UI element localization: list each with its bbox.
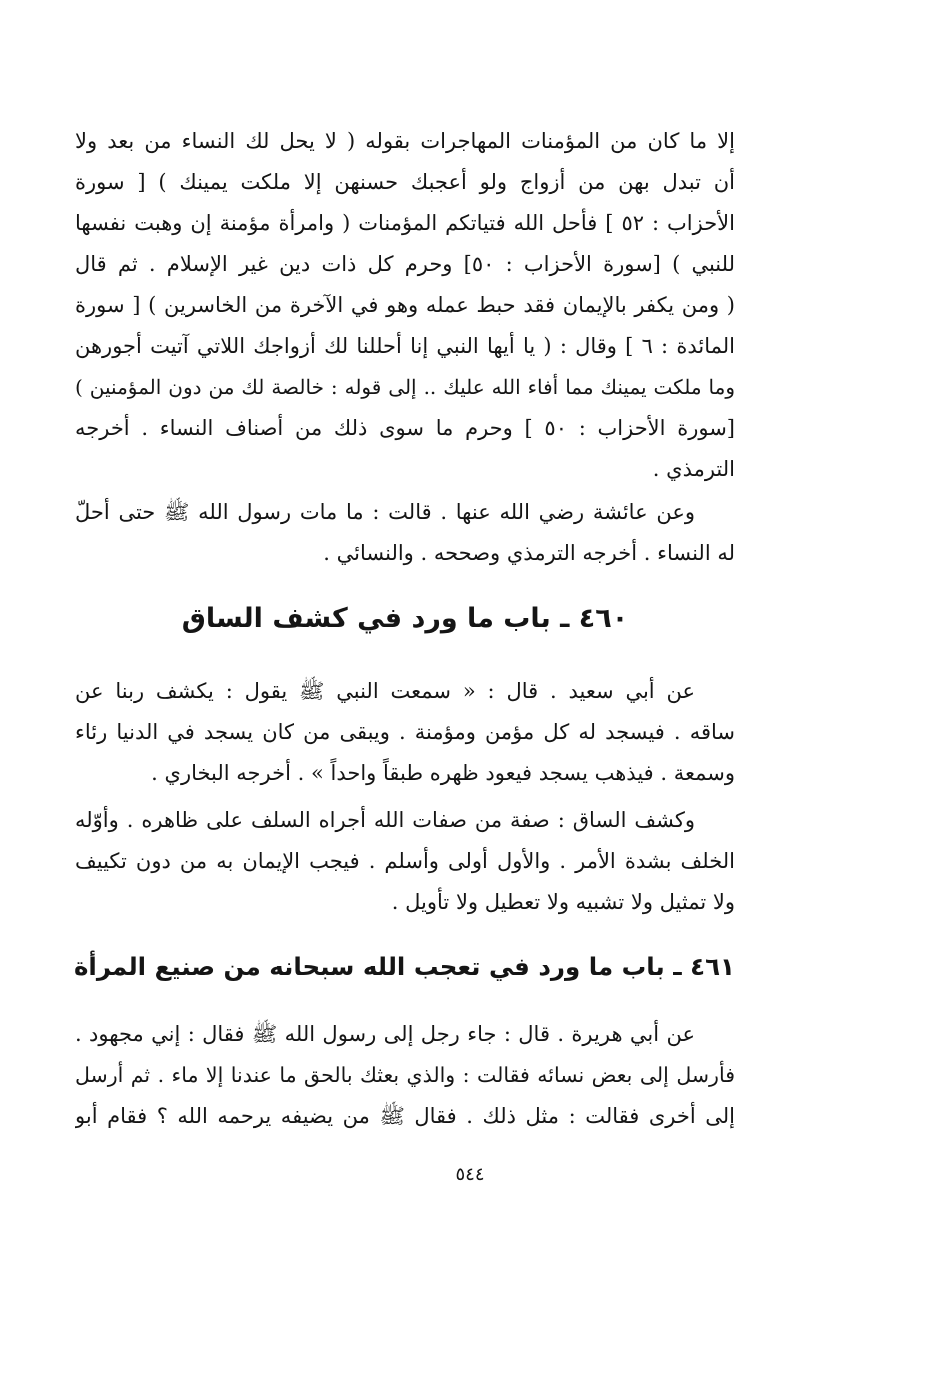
text-line: وكشف الساق : صفة من صفات الله أجراه السلف على ظاهره . وأوّله bbox=[75, 808, 695, 832]
page-number: ٥٤٤ bbox=[455, 1164, 485, 1185]
text-line: وعن عائشة رضي الله عنها . قالت : ما مات رسول الله ﷺ حتى أحلّ bbox=[75, 500, 695, 524]
text-line: أن تبدل بهن من أزواج ولو أعجبك حسنهن إلا ملكت يمينك ) [ سورة bbox=[75, 170, 735, 194]
paragraph-abu-hurairah-hadith bbox=[75, 1014, 735, 1137]
paragraph-aisha-hadith bbox=[75, 492, 735, 574]
paragraph-abu-said-hadith bbox=[75, 671, 735, 794]
text-line: ولا تمثيل ولا تشبيه ولا تعطيل ولا تأويل . bbox=[391, 890, 735, 914]
paragraph-quran-verses bbox=[75, 121, 735, 490]
text-line: عن أبي سعيد . قال : « سمعت النبي ﷺ يقول : يكشف ربنا عن bbox=[75, 679, 695, 703]
chapter-heading-461: ٤٦١ ـ باب ما ورد في تعجب الله سبحانه من صنيع المرأة bbox=[73, 952, 735, 981]
text-line: عن أبي هريرة . قال : جاء رجل إلى رسول الله ﷺ فقال : إني مجهود . bbox=[75, 1022, 695, 1046]
text-line: المائدة : ٦ ] وقال : ( يا أيها النبي إنا أحللنا لك أزواجك اللاتي آتيت أجورهن bbox=[75, 334, 735, 358]
text-line: الأحزاب : ٥٢ ] فأحل الله فتياتكم المؤمنات ( وامرأة مؤمنة إن وهبت نفسها bbox=[75, 211, 735, 235]
text-line: ( ومن يكفر بالإيمان فقد حبط عمله وهو في الآخرة من الخاسرين ) [ سورة bbox=[75, 293, 735, 317]
text-line: [سورة الأحزاب : ٥٠ ] وحرم ما سوى ذلك من أصناف النساء . أخرجه bbox=[75, 416, 735, 440]
text-line: إلى أخرى فقالت : مثل ذلك . فقال ﷺ من يضيفه يرحمه الله ؟ فقام أبو bbox=[75, 1104, 735, 1128]
text-line: له النساء . أخرجه الترمذي وصححه . والنسائي . bbox=[323, 541, 735, 565]
chapter-heading-460: ٤٦٠ ـ باب ما ورد في كشف الساق bbox=[181, 603, 629, 634]
text-line: وسمعة . فيذهب يسجد فيعود ظهره طبقاً واحداً » . أخرجه البخاري . bbox=[151, 761, 735, 785]
text-line: إلا ما كان من المؤمنات المهاجرات بقوله ( لا يحل لك النساء من بعد ولا bbox=[75, 129, 735, 153]
text-line: الخلف بشدة الأمر . والأول أولى وأسلم . فيجب الإيمان به من دون تكييف bbox=[75, 849, 735, 873]
text-line: فأرسل إلى بعض نسائه فقالت : والذي بعثك بالحق ما عندنا إلا ماء . ثم أرسل bbox=[75, 1063, 735, 1087]
text-line: ساقه . فيسجد له كل مؤمن ومؤمنة . ويبقى من كان يسجد في الدنيا رئاء bbox=[75, 720, 735, 744]
text-line: وما ملكت يمينك مما أفاء الله عليك .. إلى قوله : خالصة لك من دون المؤمنين ) bbox=[75, 375, 735, 399]
text-line: الترمذي . bbox=[652, 457, 735, 481]
text-line: للنبي ) [سورة الأحزاب : ٥٠] وحرم كل ذات دين غير الإسلام . ثم قال bbox=[75, 252, 735, 276]
paragraph-commentary bbox=[75, 800, 735, 923]
